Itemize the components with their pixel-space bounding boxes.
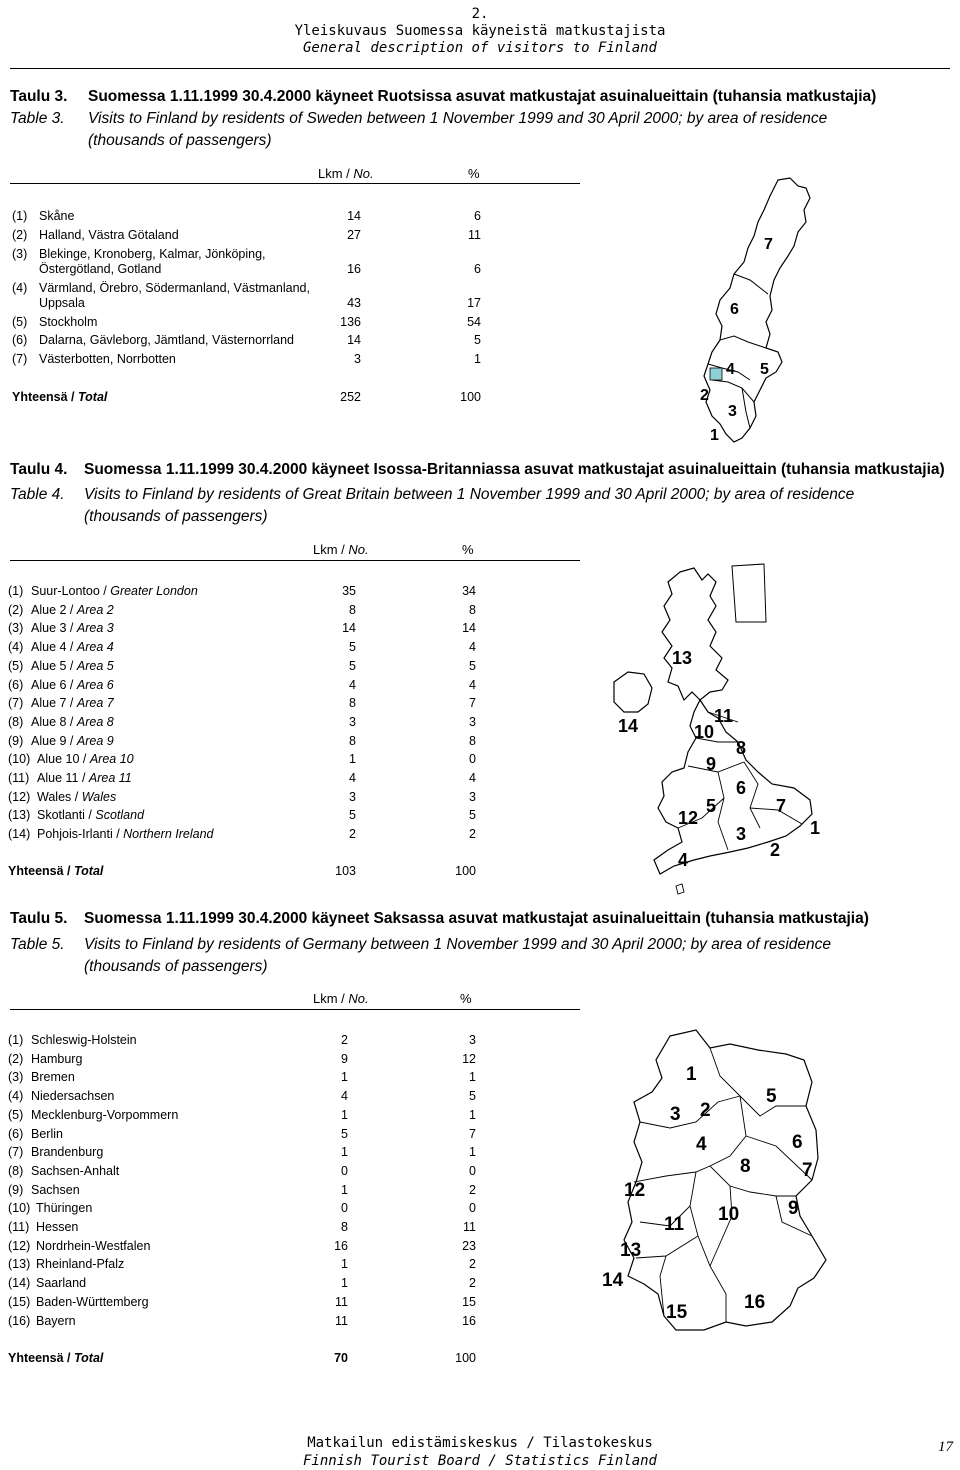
table-row: (7) Västerbotten, Norrbotten 3 1 xyxy=(12,352,481,366)
table-row: (8) Alue 8 / Area 8 3 3 xyxy=(8,714,476,729)
table-row: (16) Bayern 11 16 xyxy=(8,1313,476,1328)
table5-title-en-2: (thousands of passengers) xyxy=(84,958,268,975)
table3-col-pct: % xyxy=(468,166,480,181)
table4-title-en: Visits to Finland by residents of Great Britain between 1 November 1999 and 30 April 2000; by area of residence xyxy=(84,486,855,503)
table4-col-lkm: Lkm / No. xyxy=(313,542,369,557)
sweden-map xyxy=(690,176,820,448)
table-row: (5) Stockholm 136 54 xyxy=(12,315,481,329)
table-row: (7) Alue 7 / Area 7 8 7 xyxy=(8,696,476,711)
table4-body xyxy=(8,582,488,844)
table3-head-rule xyxy=(10,183,580,184)
map-label: 5 xyxy=(760,361,769,378)
map-label: 8 xyxy=(740,1156,751,1177)
table3-col-lkm: Lkm / No. xyxy=(318,166,374,181)
table-row: (15) Baden-Württemberg 11 15 xyxy=(8,1294,476,1309)
page-header xyxy=(0,6,960,57)
map-label: 7 xyxy=(764,236,773,253)
table-row: (10) Alue 10 / Area 10 1 0 xyxy=(8,752,476,767)
table4-title-fi: Suomessa 1.11.1999 30.4.2000 käyneet Isossa-Britanniassa asuvat matkustajat asuinalueittain (tuhansia matkustajia) xyxy=(84,461,945,478)
map-label: 1 xyxy=(686,1064,697,1085)
table-row: (9) Sachsen 1 2 xyxy=(8,1182,476,1197)
table-row: (2) Alue 2 / Area 2 8 8 xyxy=(8,602,476,617)
sweden-outline xyxy=(690,176,820,448)
table-row: (3) Bremen 1 1 xyxy=(8,1070,476,1085)
chapter-title-en: General description of visitors to Finland xyxy=(302,40,657,56)
map-label: 3 xyxy=(736,824,747,844)
map-label: 7 xyxy=(776,796,787,816)
table-row: (12) Nordrhein-Westfalen 16 23 xyxy=(8,1238,476,1253)
table-row: (14) Pohjois-Irlanti / Northern Ireland 2 2 xyxy=(8,827,476,842)
map-label: 11 xyxy=(664,1214,685,1235)
map-label: 5 xyxy=(706,796,717,816)
table4-caption xyxy=(10,459,955,525)
table-row: (4) Niedersachsen 4 5 xyxy=(8,1089,476,1104)
table-row: (5) Mecklenburg-Vorpommern 1 1 xyxy=(8,1107,476,1122)
table-row: (12) Wales / Wales 3 3 xyxy=(8,789,476,804)
table-row: (11) Alue 11 / Area 11 4 4 xyxy=(8,771,476,785)
table-row: (11) Hessen 8 11 xyxy=(8,1220,476,1234)
table-row: (7) Brandenburg 1 1 xyxy=(8,1145,476,1160)
table3-title-en: Visits to Finland by residents of Sweden between 1 November 1999 and 30 April 2000; by area of residence xyxy=(88,110,828,127)
map-label: 6 xyxy=(736,778,747,798)
table-row: (8) Sachsen-Anhalt 0 0 xyxy=(8,1163,476,1178)
table-row: (2) Hamburg 9 12 xyxy=(8,1051,476,1066)
page-number: 17 xyxy=(938,1439,953,1455)
table5-head-rule xyxy=(10,1009,580,1010)
chapter-title-fi: Yleiskuvaus Suomessa käyneistä matkustajista xyxy=(294,23,666,39)
map-label: 2 xyxy=(700,1100,711,1121)
table-row: (3) Blekinge, Kronoberg, Kalmar, Jönköping, Östergötland, Gotland 16 6 xyxy=(12,247,481,276)
stockholm-highlight xyxy=(710,368,722,380)
map-label: 12 xyxy=(624,1180,646,1201)
map-label: 3 xyxy=(670,1104,681,1125)
table5-col-lkm: Lkm / No. xyxy=(313,991,369,1006)
footer-org-en: Finnish Tourist Board / Statistics Finland xyxy=(302,1453,657,1469)
germany-map xyxy=(600,1026,840,1344)
map-label: 1 xyxy=(710,427,719,444)
map-label: 10 xyxy=(718,1204,740,1225)
table-row: (13) Rheinland-Pfalz 1 2 xyxy=(8,1257,476,1272)
page-footer xyxy=(0,1434,960,1470)
table-row: (2) Halland, Västra Götaland 27 11 xyxy=(12,228,481,242)
table4-total-row: Yhteensä / Total 103 100 xyxy=(8,864,476,878)
map-label: 13 xyxy=(672,648,693,668)
map-label: 6 xyxy=(730,301,739,318)
table-row: (6) Alue 6 / Area 6 4 4 xyxy=(8,677,476,692)
map-label: 15 xyxy=(666,1302,688,1323)
map-label: 2 xyxy=(770,840,781,860)
map-label: 6 xyxy=(792,1132,803,1153)
map-label: 13 xyxy=(620,1240,642,1261)
map-label: 4 xyxy=(678,850,689,870)
table4-title-en-2: (thousands of passengers) xyxy=(84,508,268,525)
map-label: 12 xyxy=(678,808,699,828)
table5-title-fi: Suomessa 1.11.1999 30.4.2000 käyneet Saksassa asuvat matkustajat asuinalueittain (tuhansia matkustajia) xyxy=(84,910,869,927)
table-row: (1) Suur-Lontoo / Greater London 35 34 xyxy=(8,584,476,598)
table-row: (5) Alue 5 / Area 5 5 5 xyxy=(8,658,476,673)
table3-title-en-2: (thousands of passengers) xyxy=(88,132,272,149)
table5-body xyxy=(8,1031,488,1331)
table-row: (4) Värmland, Örebro, Södermanland, Västmanland, Uppsala 43 17 xyxy=(12,281,481,310)
table4-head-rule xyxy=(10,560,580,561)
map-label: 9 xyxy=(706,754,717,774)
table-row: (13) Skotlanti / Scotland 5 5 xyxy=(8,808,476,823)
table5-label-fi: Taulu 5. xyxy=(10,910,68,927)
map-label: 14 xyxy=(602,1270,624,1291)
table3-total-row: Yhteensä / Total 252 100 xyxy=(12,390,481,404)
map-label: 4 xyxy=(726,361,735,378)
table-row: (1) Skåne 14 6 xyxy=(12,209,481,223)
chapter-number: 2. xyxy=(471,6,489,22)
table-row: (4) Alue 4 / Area 4 5 4 xyxy=(8,640,476,655)
table-row: (6) Dalarna, Gävleborg, Jämtland, Västernorrland 14 5 xyxy=(12,333,481,347)
map-label: 1 xyxy=(810,818,821,838)
table-row: (9) Alue 9 / Area 9 8 8 xyxy=(8,733,476,748)
table-row: (3) Alue 3 / Area 3 14 14 xyxy=(8,621,476,636)
map-label: 8 xyxy=(736,738,747,758)
table5-label-en: Table 5. xyxy=(10,936,65,953)
table5-col-pct: % xyxy=(460,991,472,1006)
table5-caption xyxy=(10,908,955,974)
map-label: 11 xyxy=(714,706,734,726)
uk-map xyxy=(598,562,838,902)
map-label: 7 xyxy=(802,1160,813,1181)
table-row: (14) Saarland 1 2 xyxy=(8,1276,476,1291)
table3-body xyxy=(12,207,492,377)
map-label: 16 xyxy=(744,1292,766,1313)
table-row: (1) Schleswig-Holstein 2 3 xyxy=(8,1033,476,1047)
table-row: (6) Berlin 5 7 xyxy=(8,1126,476,1141)
table-row: (10) Thüringen 0 0 xyxy=(8,1201,476,1216)
table4-label-fi: Taulu 4. xyxy=(10,461,68,478)
footer-org-fi: Matkailun edistämiskeskus / Tilastokeskus xyxy=(307,1435,653,1451)
table4-col-pct: % xyxy=(462,542,474,557)
table3-caption xyxy=(10,86,950,152)
map-label: 5 xyxy=(766,1086,777,1107)
table3-label-en: Table 3. xyxy=(10,110,65,127)
table3-title-fi: Suomessa 1.11.1999 30.4.2000 käyneet Ruotsissa asuvat matkustajat asuinalueittain (tuhansia matkustajia) xyxy=(88,88,877,105)
map-label: 2 xyxy=(700,387,709,404)
table5-title-en: Visits to Finland by residents of Germany between 1 November 1999 and 30 April 2000; by area of residence xyxy=(84,936,832,953)
map-label: 10 xyxy=(694,722,715,742)
table4-label-en: Table 4. xyxy=(10,486,65,503)
table5-total-row: Yhteensä / Total 70 100 xyxy=(8,1351,476,1365)
header-rule xyxy=(10,68,950,69)
map-label: 14 xyxy=(618,716,639,736)
map-label: 9 xyxy=(788,1198,799,1219)
map-label: 3 xyxy=(728,403,737,420)
table3-label-fi: Taulu 3. xyxy=(10,88,68,105)
map-label: 4 xyxy=(696,1134,707,1155)
